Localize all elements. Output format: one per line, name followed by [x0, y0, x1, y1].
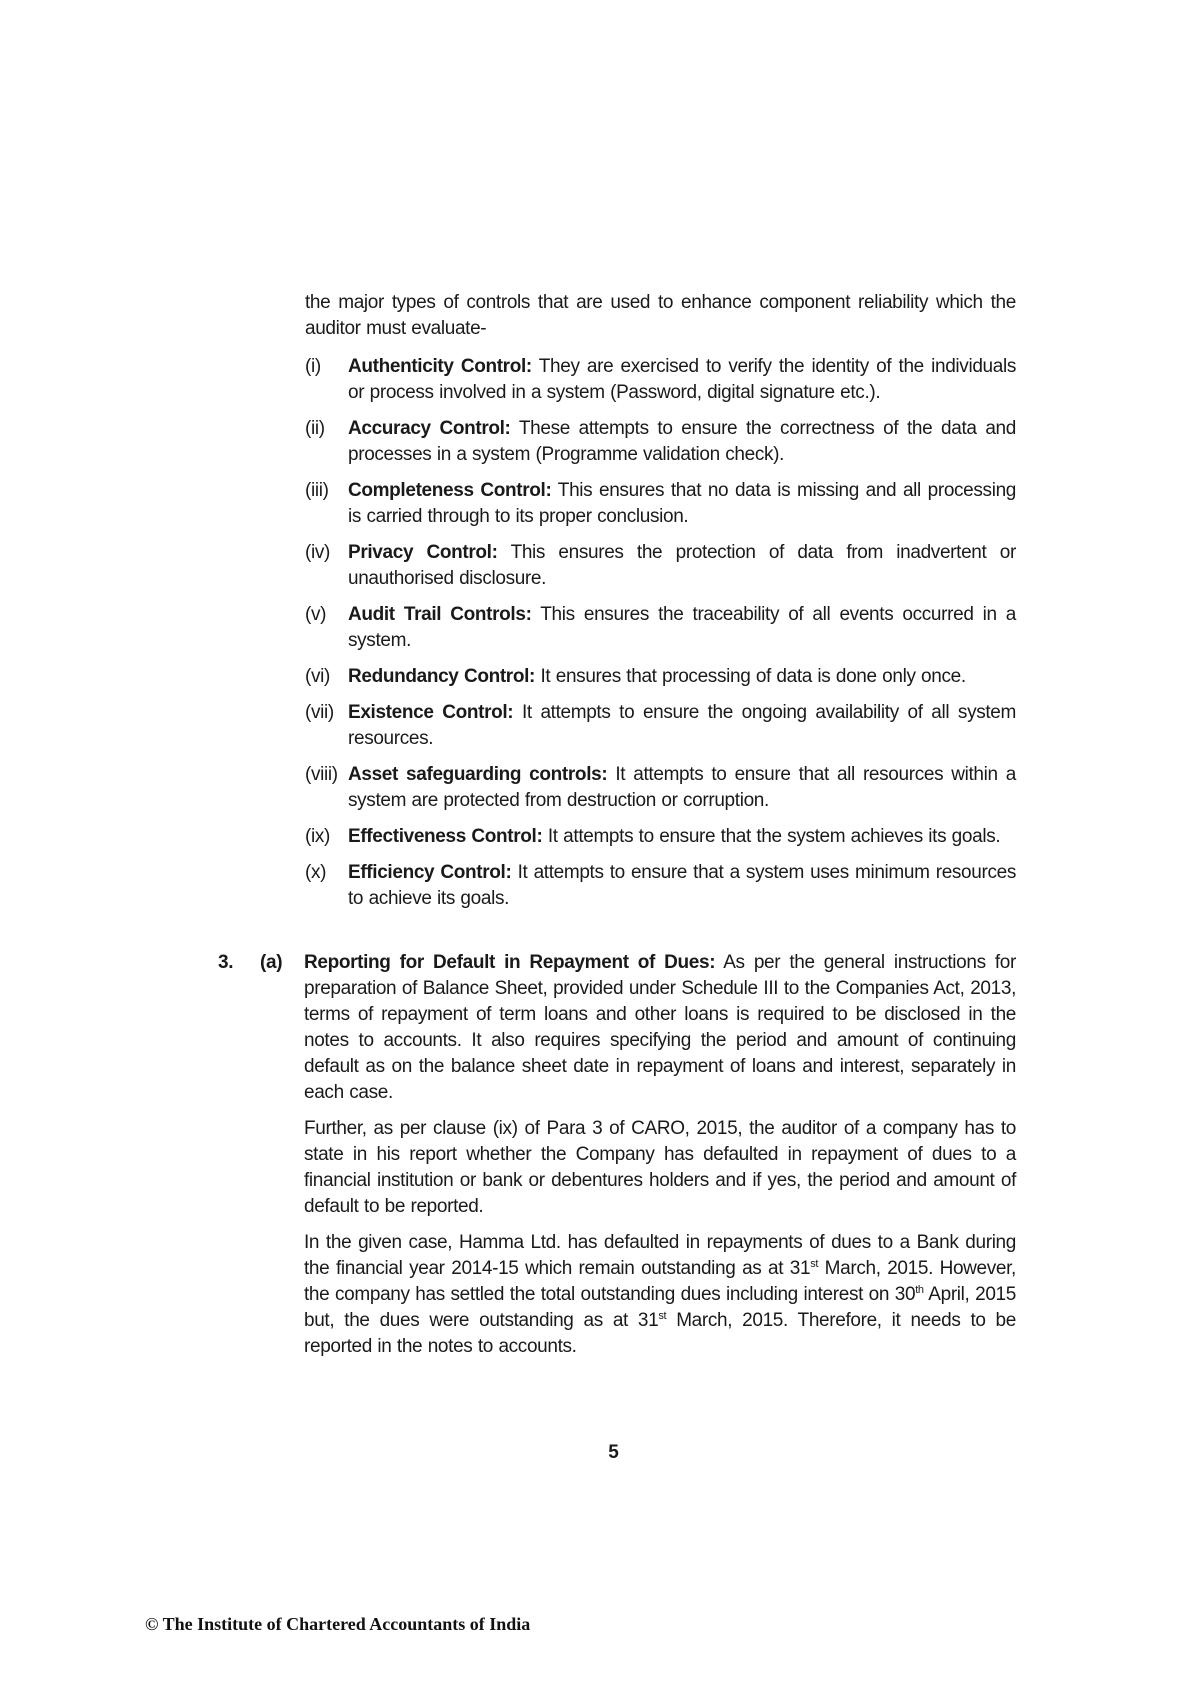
list-item-title: Privacy Control:	[348, 542, 498, 563]
list-item-title: Accuracy Control:	[348, 418, 511, 439]
list-item-number: (iii)	[305, 480, 329, 501]
list-item-number: (x)	[305, 862, 327, 883]
question-3-paragraph-1	[304, 950, 1016, 1106]
list-item-text: This ensures the protection of data from inadvertent or unauthorised disclosure.	[348, 542, 1016, 589]
list-item	[305, 354, 1016, 406]
question-number: 3.	[218, 952, 234, 973]
intro-paragraph: the major types of controls that are used to enhance component reliability which the auditor must evaluate-	[305, 292, 1016, 339]
list-item-body	[348, 664, 1016, 690]
list-item	[305, 664, 1016, 690]
list-item-text: They are exercised to verify the identity of the individuals or process involved in a system (Password, digital signature etc.).	[348, 356, 1016, 403]
paragraph-3-segment: March, 2015. However, the company has settled the total outstanding dues including interest on 30	[304, 1258, 1016, 1305]
list-item	[305, 700, 1016, 752]
list-item-number: (viii)	[305, 764, 338, 785]
list-item-text: This ensures that no data is missing and all processing is carried through to its proper conclusion.	[348, 480, 1017, 527]
list-item-body	[348, 354, 1016, 406]
list-item	[305, 824, 1016, 850]
question-3-paragraph-2: Further, as per clause (ix) of Para 3 of CARO, 2015, the auditor of a company has to state in his report whether the Company has defaulted in repayment of dues to a financial institution or bank or debentures holders and if yes, the period and amount of default to be reported.	[304, 1118, 1016, 1217]
list-item-number: (iv)	[305, 542, 330, 563]
list-item	[305, 416, 1016, 468]
list-item-body	[348, 860, 1016, 912]
list-item-body	[348, 824, 1016, 850]
list-item-title: Existence Control:	[348, 702, 514, 723]
list-item-number: (i)	[305, 356, 321, 377]
question-3-heading: Reporting for Default in Repayment of Dues:	[304, 952, 716, 973]
list-item-body	[348, 540, 1016, 592]
question-3-paragraph-1-text: As per the general instructions for preparation of Balance Sheet, provided under Schedule III to the Companies Act, 2013, terms of repayment of term loans and other loans is required to be disclosed in the notes to accounts. It also requires specifying the period and amount of continuing default as on the balance sheet date in repayment of loans and interest, separately in each case.	[304, 952, 1016, 1103]
list-item-title: Redundancy Control:	[348, 666, 536, 687]
list-item-number: (v)	[305, 604, 327, 625]
list-item-title: Authenticity Control:	[348, 356, 532, 377]
footer-copyright: © The Institute of Chartered Accountants of India	[145, 1614, 531, 1634]
list-item-number: (ix)	[305, 826, 330, 847]
list-item-text: It attempts to ensure that all resources within a system are protected from destruction or corruption.	[348, 764, 1017, 811]
list-item-body	[348, 416, 1016, 468]
question-sub-label: (a)	[260, 952, 283, 973]
list-item	[305, 602, 1016, 654]
ordinal-suffix: th	[915, 1284, 924, 1296]
ordinal-suffix: st	[658, 1310, 667, 1322]
list-item-text: It attempts to ensure that a system uses minimum resources to achieve its goals.	[348, 862, 1016, 909]
list-item	[305, 762, 1016, 814]
question-3-row	[218, 950, 1016, 1370]
question-3-paragraph-3	[304, 1230, 1016, 1360]
list-item	[305, 478, 1016, 530]
list-item	[305, 540, 1016, 592]
question-3-section	[218, 950, 1016, 1370]
list-item-text: It attempts to ensure that the system achieves its goals.	[542, 826, 1001, 847]
list-item-text: It ensures that processing of data is done only once.	[535, 666, 966, 687]
list-item	[305, 860, 1016, 912]
list-item-number: (ii)	[305, 418, 325, 439]
list-item-title: Audit Trail Controls:	[348, 604, 532, 625]
list-item-text: This ensures the traceability of all events occurred in a system.	[348, 604, 1016, 651]
question-3-body	[304, 950, 1016, 1370]
paragraph-3-segment: March, 2015. Therefore, it needs to be reported in the notes to accounts.	[304, 1310, 1016, 1357]
list-item-number: (vii)	[305, 702, 334, 723]
list-item-text: It attempts to ensure the ongoing availability of all system resources.	[348, 702, 1016, 749]
list-item-body	[348, 700, 1016, 752]
list-item-body	[348, 602, 1016, 654]
list-item-body	[348, 762, 1016, 814]
controls-list	[305, 354, 1016, 922]
page-number: 5	[608, 1442, 619, 1463]
list-item-body	[348, 478, 1016, 530]
list-item-title: Asset safeguarding controls:	[348, 764, 608, 785]
list-item-title: Completeness Control:	[348, 480, 552, 501]
paragraph-3-segment: In the given case, Hamma Ltd. has defaulted in repayments of dues to a Bank during the financial year 2014-15 which remain outstanding as at 31	[304, 1232, 1016, 1279]
ordinal-suffix: st	[810, 1258, 819, 1270]
list-item-title: Efficiency Control:	[348, 862, 512, 883]
list-item-number: (vi)	[305, 666, 330, 687]
list-item-text: These attempts to ensure the correctness of the data and processes in a system (Programme validation check).	[348, 418, 1016, 465]
paragraph-3-segment: April, 2015 but, the dues were outstanding as at 31	[304, 1284, 1016, 1331]
list-item-title: Effectiveness Control:	[348, 826, 543, 847]
